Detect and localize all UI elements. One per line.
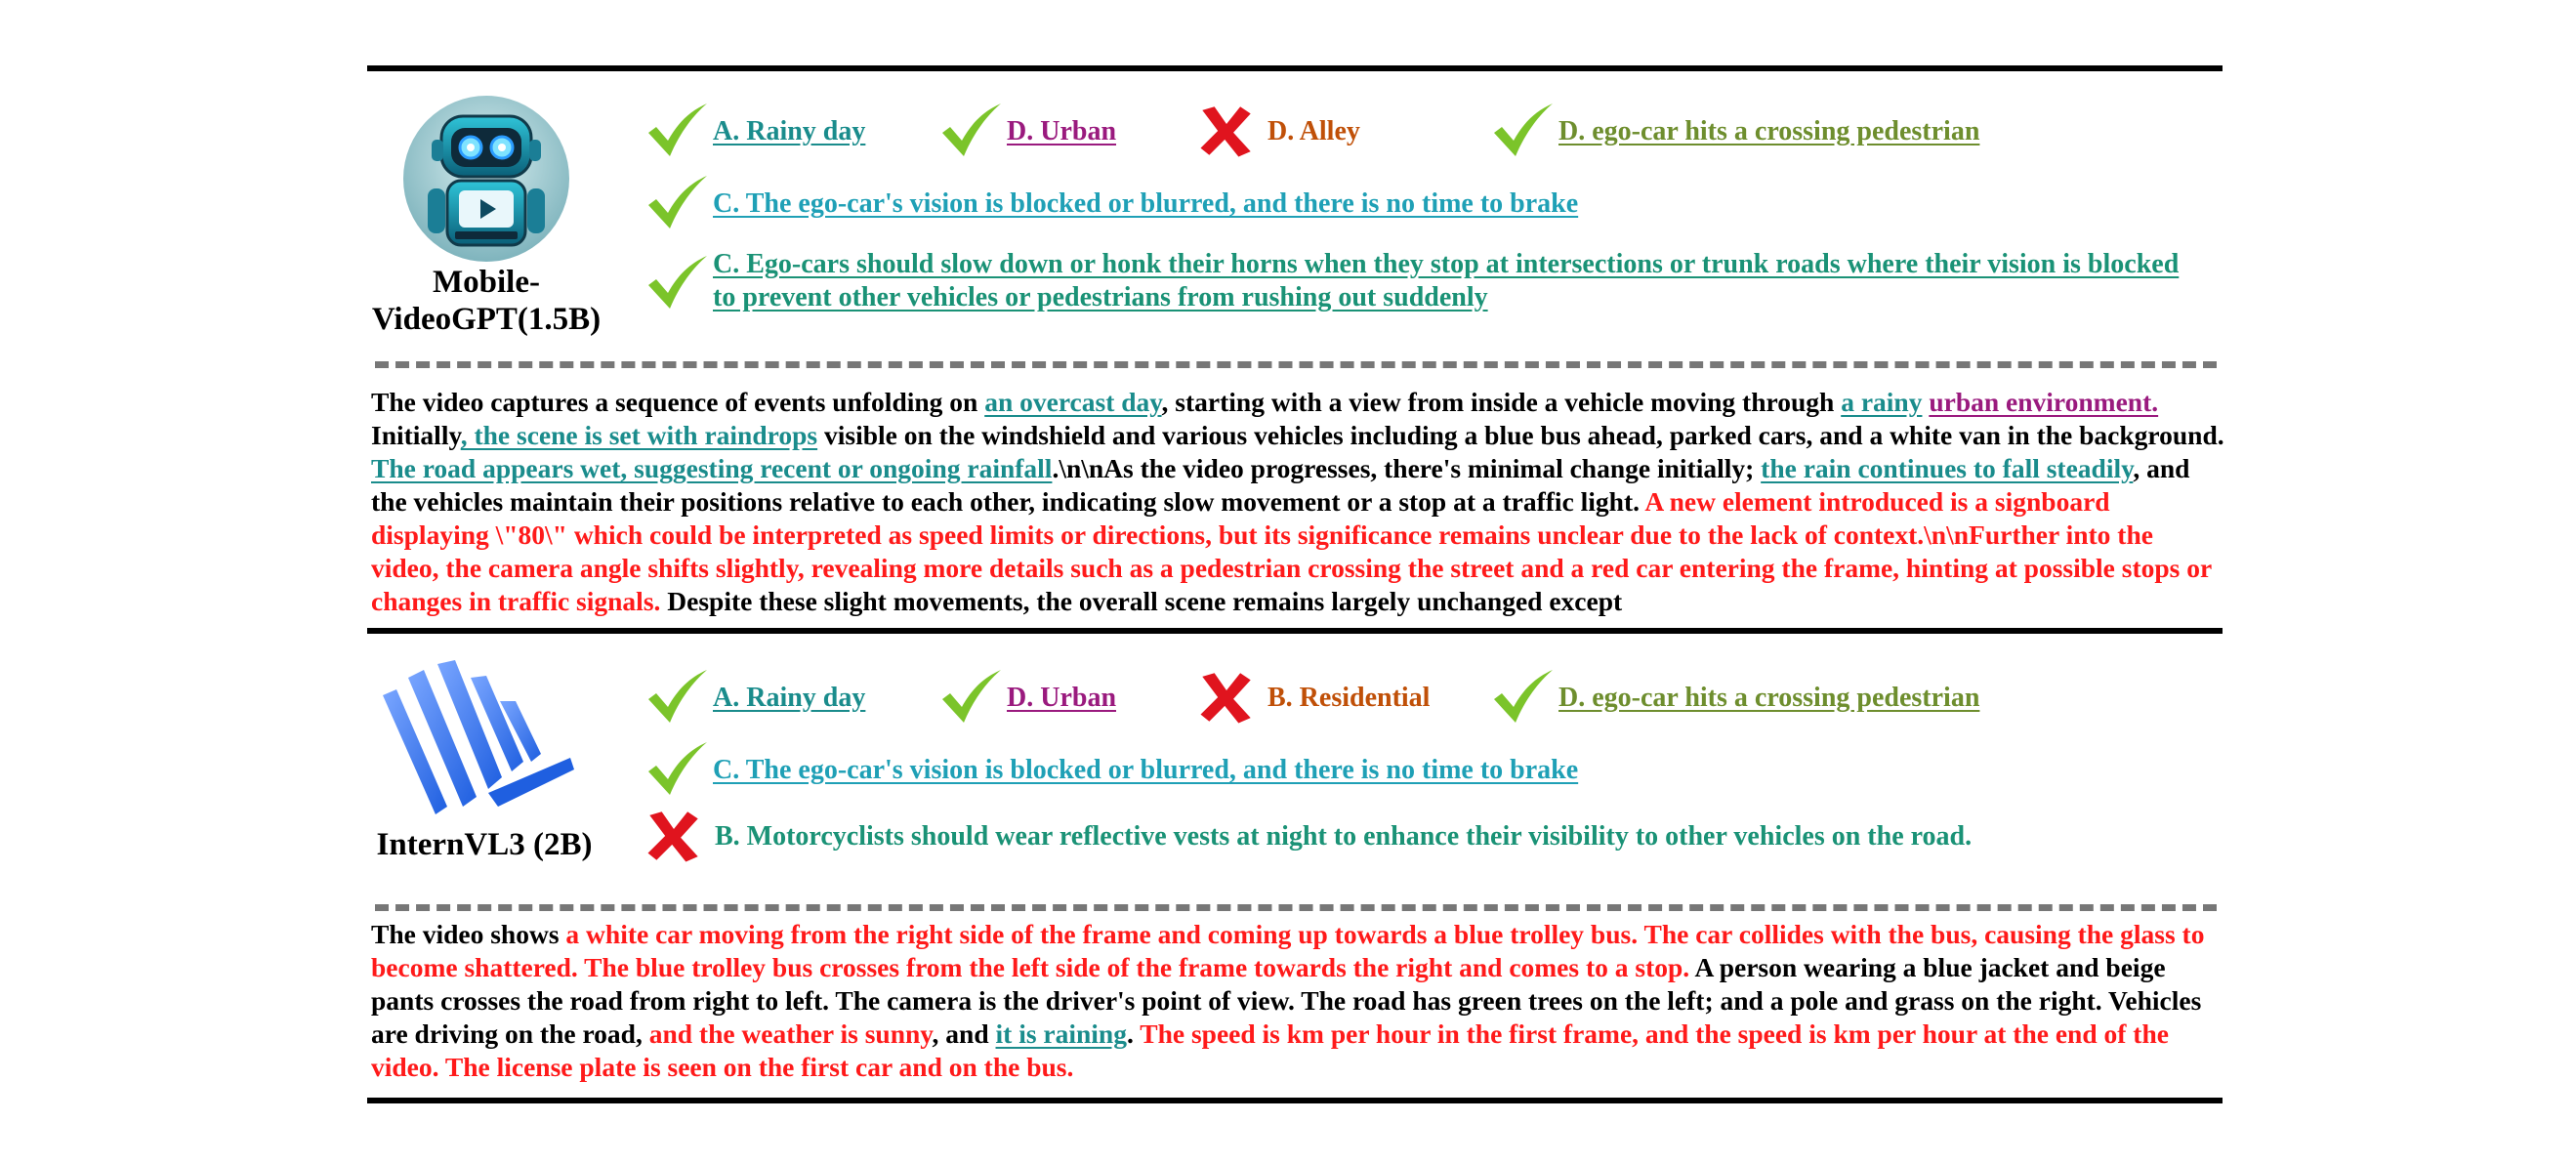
description-segment: The road appears wet, suggesting recent or ongoing rainfall <box>371 453 1053 483</box>
answer-prevention-line2: to prevent other vehicles or pedestrians from rushing out suddenly <box>713 282 1488 312</box>
description-segment: , and the vehicles maintain their positions relative to each other, indicating slow movement or a stop at a traffic light. <box>371 453 2190 517</box>
description-segment: Despite these slight movements, the overall scene remains largely unchanged except <box>660 586 1623 616</box>
answer-prevention: B. Motorcyclists should wear reflective vests at night to enhance their visibility to other vehicles on the road. <box>715 821 1973 852</box>
model-description <box>371 386 2226 618</box>
check-icon <box>644 740 711 799</box>
check-icon <box>1490 102 1557 160</box>
description-segment: urban environment. <box>1929 387 2159 417</box>
check-icon <box>644 102 711 160</box>
model-name-line1: Mobile- <box>433 265 540 300</box>
answer-road-type: B. Residential <box>1267 683 1431 713</box>
check-icon <box>938 668 1005 727</box>
answer-row-1b <box>938 102 1116 160</box>
answer-accident: D. ego-car hits a crossing pedestrian <box>1558 116 1980 146</box>
answer-prevention <box>713 248 2179 314</box>
cross-icon <box>1197 668 1256 727</box>
answer-cause: C. The ego-car's vision is blocked or blurred, and there is no time to brake <box>713 188 1579 219</box>
answer-row-1d <box>1490 102 1979 160</box>
answer-prevention-line1: C. Ego-cars should slow down or honk their horns when they stop at intersections or trunk roads where their vision is blocked <box>713 249 2180 279</box>
description-segment: and the weather is sunny <box>648 1018 933 1049</box>
description-segment: The video shows <box>371 919 566 949</box>
answer-row-1 <box>644 102 865 160</box>
cross-icon <box>644 807 703 865</box>
answer-row-1d <box>1490 668 1979 727</box>
check-icon <box>644 174 711 232</box>
answer-row-3 <box>644 248 2179 314</box>
description-segment: A person wearing a blue jacket and beige pants crosses the road from right to left. The camera is the driver's point of view. The road has green trees on the left; and a pole and grass on the right. Vehicles are driving on the road, <box>371 952 2202 1049</box>
answer-scene: D. Urban <box>1007 116 1117 146</box>
description-segment: the rain continues to fall steadily <box>1761 453 2134 483</box>
check-icon <box>644 668 711 727</box>
answer-road-type: D. Alley <box>1267 116 1360 146</box>
robot-logo-icon <box>402 95 570 263</box>
description-segment: The speed is km per hour in the first frame, and the speed is km per hour at the end of the video. The license plate is seen on the first car and on the bus. <box>371 1018 2169 1082</box>
answer-accident: D. ego-car hits a crossing pedestrian <box>1558 683 1980 713</box>
description-segment: .\n\nAs the video progresses, there's minimal change initially; <box>1052 453 1762 483</box>
description-segment: it is raining <box>995 1018 1127 1049</box>
answer-row-1c <box>1197 668 1430 727</box>
check-icon <box>1490 668 1557 727</box>
model-description <box>371 918 2226 1084</box>
description-segment: visible on the windshield and various vehicles including a blue bus ahead, parked cars, and a white van in the background. <box>817 420 2224 450</box>
description-segment: , starting with a view from inside a vehicle moving through <box>1161 387 1842 417</box>
answer-weather: A. Rainy day <box>713 683 866 713</box>
answer-row-1c <box>1197 102 1360 160</box>
middle-rule <box>367 628 2223 634</box>
model-name-mobilevideogpt <box>364 264 608 338</box>
description-segment: an overcast day <box>984 387 1162 417</box>
description-segment: a rainy <box>1841 387 1923 417</box>
description-segment: , the scene is set with raindrops <box>460 420 818 450</box>
model-name-line1: InternVL3 (2B) <box>376 827 593 862</box>
description-segment: . <box>1126 1018 1141 1049</box>
answer-row-1 <box>644 668 865 727</box>
description-segment: , and <box>932 1018 996 1049</box>
answer-row-2 <box>644 740 1578 799</box>
answer-row-1b <box>938 668 1116 727</box>
cross-icon <box>1197 102 1256 160</box>
internvl-logo-icon <box>379 660 574 824</box>
description-segment: The video captures a sequence of events unfolding on <box>371 387 985 417</box>
dashed-divider <box>375 361 2217 368</box>
answer-cause: C. The ego-car's vision is blocked or blurred, and there is no time to brake <box>713 755 1579 785</box>
answer-row-2 <box>644 174 1578 232</box>
description-segment: a white car moving from the right side of the frame and coming up towards a blue trolley bus. The car collides with the bus, causing the glass to become shattered. The blue trolley bus crosses from the left side of the frame towards the right and comes to a stop. <box>371 919 2205 982</box>
bottom-rule <box>367 1098 2223 1103</box>
answer-scene: D. Urban <box>1007 683 1117 713</box>
check-icon <box>938 102 1005 160</box>
top-rule <box>367 65 2223 71</box>
description-segment: Initially <box>371 420 461 450</box>
dashed-divider <box>375 904 2217 911</box>
model-name-internvl3 <box>362 826 606 863</box>
answer-row-3 <box>644 807 1972 865</box>
model-name-line2: VideoGPT(1.5B) <box>371 302 602 337</box>
description-segment: A new element introduced is a signboard displaying \"80\" which could be interpreted as speed limits or directions, but its significance remains unclear due to the lack of context.\n\nFurther into the video, the camera angle shifts slightly, revealing more details such as a pedestrian crossing the street and a red car entering the frame, hinting at possible stops or changes in traffic signals. <box>371 486 2212 616</box>
answer-weather: A. Rainy day <box>713 116 866 146</box>
check-icon <box>644 254 711 312</box>
